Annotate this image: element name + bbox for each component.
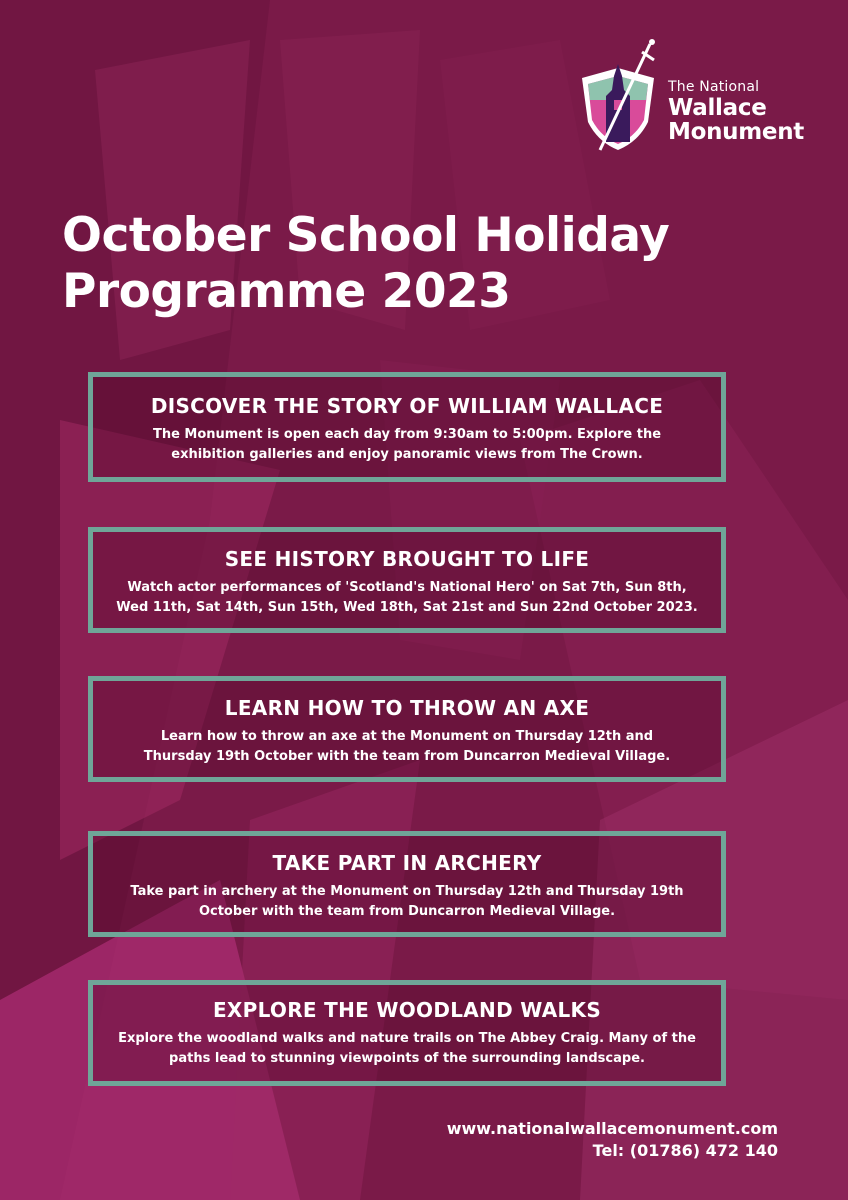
event-description-line: October with the team from Duncarron Medieval Village. [198, 904, 616, 919]
logo-wordmark [668, 78, 804, 144]
event-description-line: Watch actor performances of 'Scotland's National Hero' on Sat 7th, Sun 8th, [127, 580, 687, 595]
event-description-line: Learn how to throw an axe at the Monument on Thursday 12th and [160, 729, 654, 744]
phone-number: Tel: (01786) 472 140 [592, 1141, 778, 1160]
event-description-line: Explore the woodland walks and nature trails on The Abbey Craig. Many of the [118, 1031, 696, 1046]
website-link[interactable]: www.nationalwallacemonument.com [446, 1119, 778, 1138]
logo-line-wallace: Wallace [668, 95, 767, 121]
event-heading: EXPLORE THE WOODLAND WALKS [212, 998, 602, 1022]
event-description [93, 578, 721, 618]
page-title [62, 208, 802, 320]
event-box-history-to-life [88, 527, 726, 633]
event-box-woodland-walks [88, 980, 726, 1086]
event-description [93, 882, 721, 922]
logo-line-monument: Monument [668, 119, 804, 145]
event-description-line: paths lead to stunning viewpoints of the surrounding landscape. [169, 1051, 645, 1066]
title-line-2: Programme 2023 [62, 264, 511, 319]
title-line-1: October School Holiday [62, 208, 670, 263]
wallace-monument-logo [578, 38, 818, 158]
event-description [93, 425, 721, 465]
event-heading: SEE HISTORY BROUGHT TO LIFE [224, 547, 590, 571]
event-heading: TAKE PART IN ARCHERY [272, 851, 542, 875]
contact-info [447, 1118, 778, 1162]
event-heading: DISCOVER THE STORY OF WILLIAM WALLACE [150, 394, 664, 418]
event-description [93, 1029, 721, 1069]
monument-shield-icon [578, 38, 658, 156]
logo-line-the-national: The National [668, 79, 760, 95]
event-description-line: Thursday 19th October with the team from Duncarron Medieval Village. [143, 749, 671, 764]
event-description-line: Take part in archery at the Monument on Thursday 12th and Thursday 19th [130, 884, 684, 899]
event-description-line: The Monument is open each day from 9:30am to 5:00pm. Explore the [152, 427, 662, 442]
event-heading: LEARN HOW TO THROW AN AXE [224, 696, 590, 720]
event-box-throw-axe [88, 676, 726, 782]
event-description-line: Wed 11th, Sat 14th, Sun 15th, Wed 18th, Sat 21st and Sun 22nd October 2023. [116, 600, 698, 615]
event-box-discover-story [88, 372, 726, 482]
event-description [93, 727, 721, 767]
event-description-line: exhibition galleries and enjoy panoramic views from The Crown. [171, 447, 643, 462]
event-box-archery [88, 831, 726, 937]
